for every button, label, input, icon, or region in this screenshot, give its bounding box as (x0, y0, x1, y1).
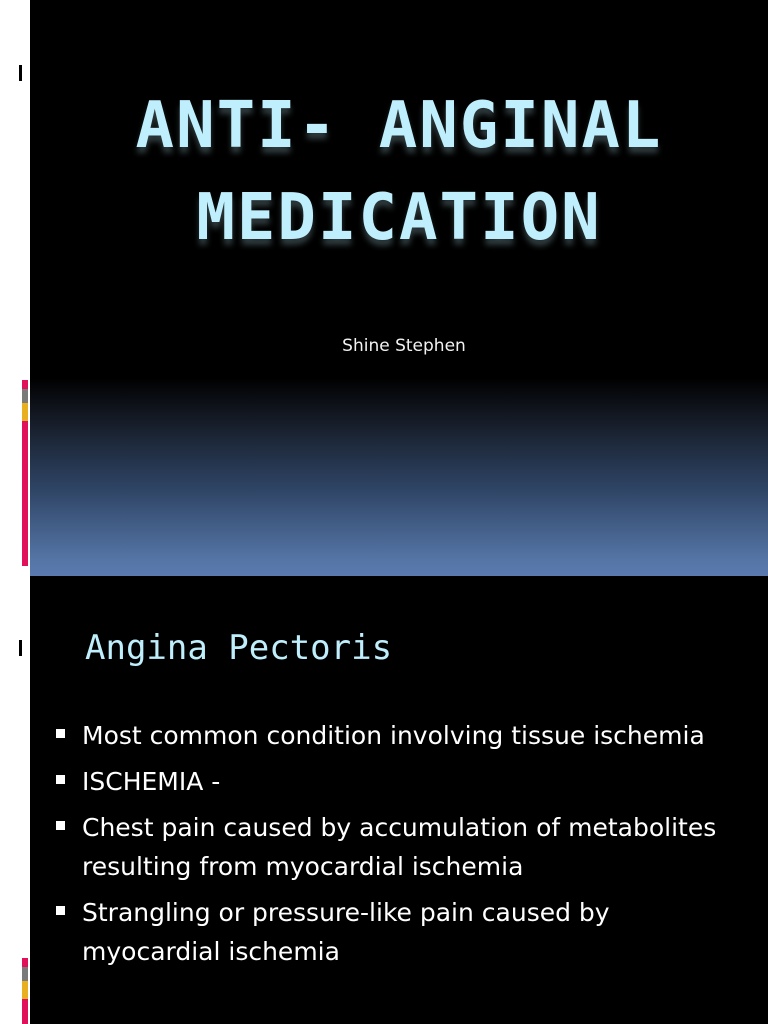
square-bullet-icon (56, 906, 65, 915)
slide-subtitle-author: Shine Stephen (342, 336, 466, 356)
bullet-item (52, 808, 752, 886)
title-slide (30, 0, 768, 576)
bullet-text: ISCHEMIA - (82, 767, 221, 796)
accent-bar-pink (22, 380, 28, 389)
bullet-item (52, 893, 752, 971)
accent-bar-pink-long (22, 999, 28, 1024)
slide-heading: Angina Pectoris (85, 628, 393, 668)
slide-title-line-2: MEDICATION (196, 181, 602, 255)
bullet-text: Chest pain caused by accumulation of metabolites resulting from myocardial ischemia (82, 813, 717, 881)
bullet-item (52, 716, 752, 755)
accent-bar-gold (22, 403, 28, 421)
bullet-item (52, 762, 752, 801)
content-slide (30, 576, 768, 1024)
accent-bar-pink-long (22, 421, 28, 566)
slide-edge-marker (16, 62, 26, 84)
accent-bar-gray (22, 389, 28, 403)
accent-bar-pink (22, 958, 28, 967)
slide-title-line-1: ANTI- ANGINAL (135, 89, 663, 163)
square-bullet-icon (56, 821, 65, 830)
square-bullet-icon (56, 775, 65, 784)
bullet-text: Strangling or pressure-like pain caused by myocardial ischemia (82, 898, 610, 966)
accent-bar-gold (22, 981, 28, 999)
accent-bar-gray (22, 967, 28, 981)
bullet-text: Most common condition involving tissue ischemia (82, 721, 705, 750)
slide-edge-marker (16, 637, 26, 659)
square-bullet-icon (56, 729, 65, 738)
slide-title (30, 80, 768, 264)
bullet-list (52, 716, 752, 978)
